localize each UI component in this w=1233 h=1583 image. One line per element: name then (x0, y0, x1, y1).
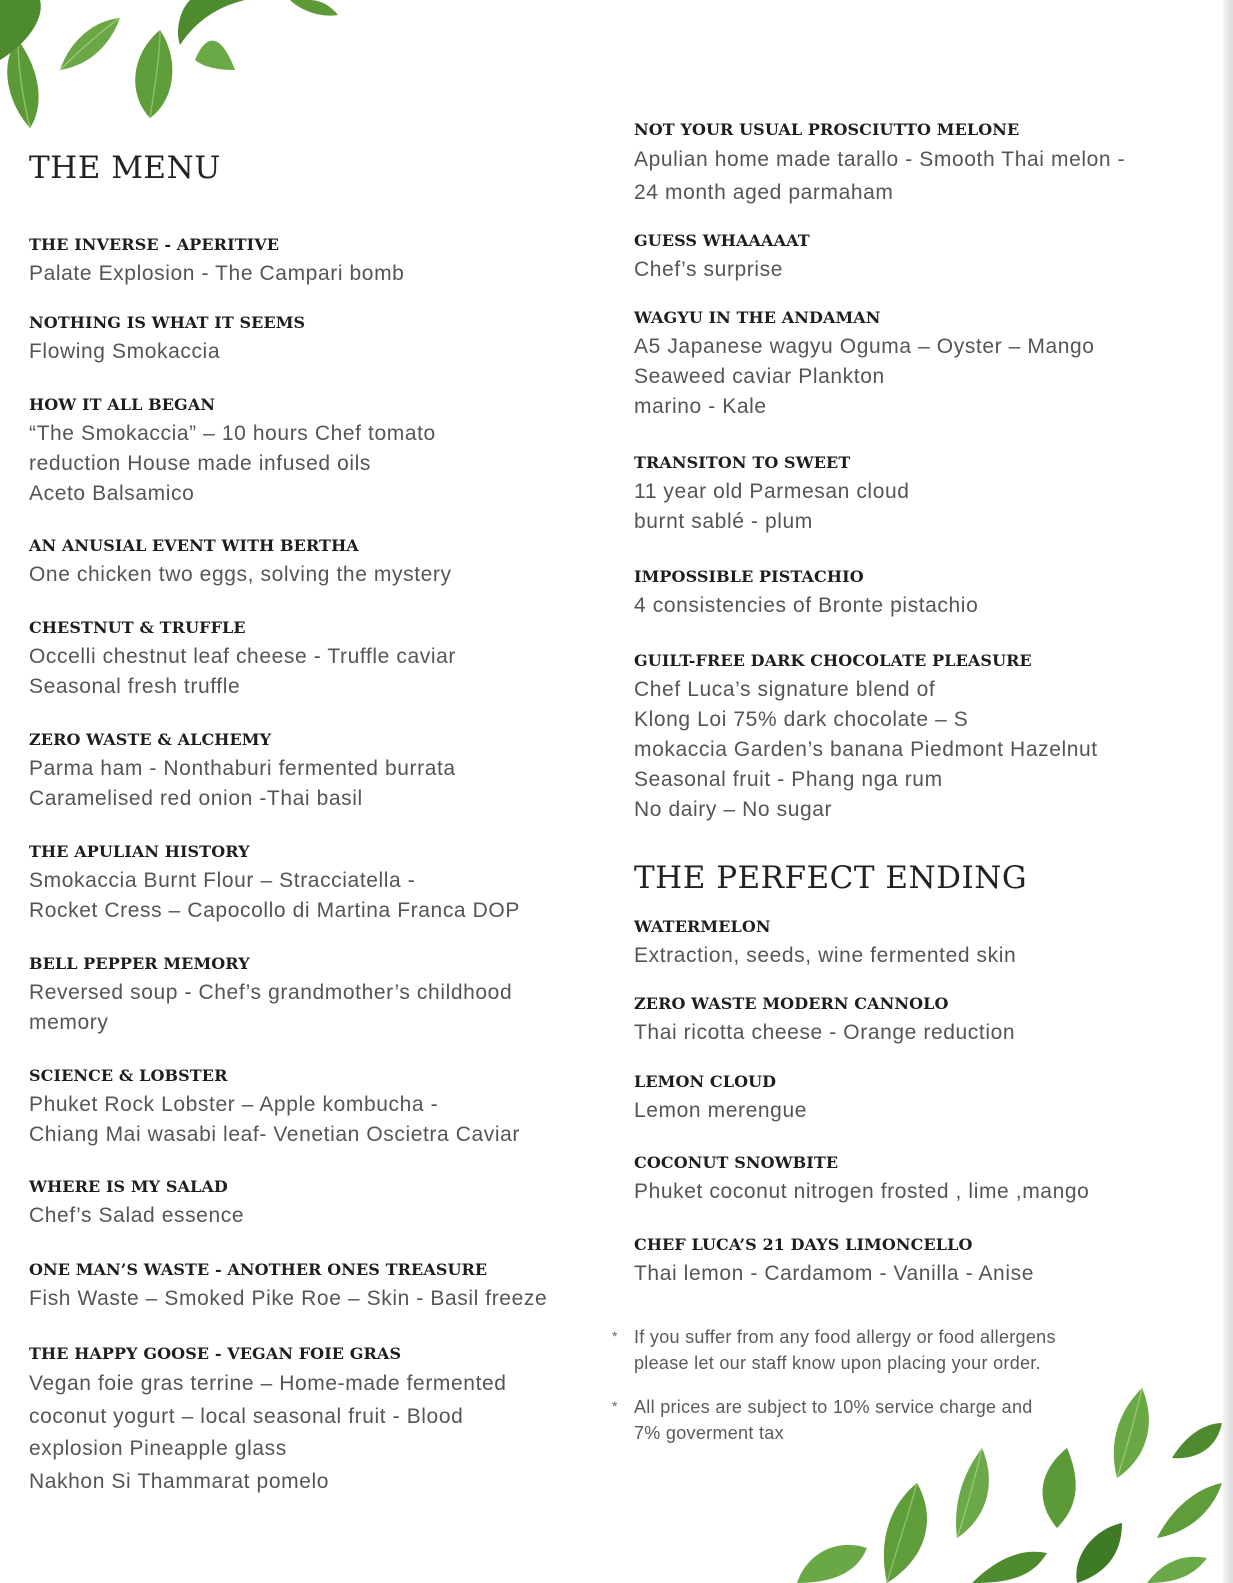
menu-item-description: Flowing Smokaccia (29, 340, 221, 363)
page-edge-shadow (1223, 0, 1233, 1583)
asterisk-icon: * (612, 1328, 618, 1344)
menu-item (634, 650, 1098, 825)
menu-item-description: 4 consistencies of Bronte pistachio (634, 594, 979, 617)
menu-item-title: THE HAPPY GOOSE - VEGAN FOIE GRAS (29, 1344, 402, 1363)
menu-item (634, 230, 810, 285)
menu-item-title: GUESS WHAAAAAT (634, 231, 810, 250)
menu-item-description: Lemon merengue (634, 1099, 808, 1122)
menu-item-title: TRANSITON TO SWEET (634, 453, 851, 472)
menu-item-title: ZERO WASTE MODERN CANNOLO (634, 994, 949, 1013)
leaf-icon (1147, 1557, 1207, 1583)
menu-item (29, 617, 456, 702)
note-text: All prices are subject to 10% service charge and 7% goverment tax (634, 1397, 1033, 1443)
menu-item-description: 11 year old Parmesan cloud burnt sablé - plum (634, 480, 910, 533)
leaf-icon (1172, 1423, 1222, 1458)
leaf-icon (1076, 1523, 1122, 1583)
menu-item-description: Phuket Rock Lobster – Apple kombucha - Chiang Mai wasabi leaf- Venetian Oscietra Caviar (29, 1093, 521, 1146)
menu-item-title: ZERO WASTE & ALCHEMY (29, 730, 272, 749)
menu-item (634, 307, 1095, 422)
leaves-decoration-top (0, 0, 345, 135)
section-title-perfect-ending: THE PERFECT ENDING (634, 860, 1028, 896)
menu-item (634, 452, 910, 537)
menu-item (634, 916, 1016, 971)
menu-item-title: THE INVERSE - APERITIVE (29, 235, 280, 254)
menu-item-title: LEMON CLOUD (634, 1072, 777, 1091)
menu-item (29, 841, 520, 926)
menu-item-title: THE APULIAN HISTORY (29, 842, 250, 861)
menu-item-title: WHERE IS MY SALAD (29, 1177, 228, 1196)
leaf-icon (7, 40, 38, 128)
menu-item (29, 1259, 547, 1314)
menu-item-description: Vegan foie gras terrine – Home-made fermented coconut yogurt – local seasonal fruit - Blood explosion Pineapple glass Nakhon Si Thammarat pomelo (29, 1372, 507, 1493)
menu-item (29, 1176, 244, 1231)
menu-item (634, 119, 1125, 209)
menu-item-description: Extraction, seeds, wine fermented skin (634, 944, 1017, 967)
menu-item (29, 394, 436, 509)
menu-item-description: Chef’s Salad essence (29, 1204, 245, 1227)
menu-item-title: WATERMELON (634, 917, 771, 936)
menu-item (29, 1065, 520, 1150)
leaf-icon (956, 1448, 989, 1538)
menu-item (634, 1071, 807, 1126)
menu-item-title: GUILT-FREE DARK CHOCOLATE PLEASURE (634, 651, 1032, 670)
menu-item-title: CHEF LUCA’S 21 DAYS LIMONCELLO (634, 1235, 973, 1254)
menu-item-title: COCONUT SNOWBITE (634, 1153, 839, 1172)
asterisk-icon: * (612, 1398, 618, 1414)
menu-item-description: Reversed soup - Chef’s grandmother’s childhood memory (29, 981, 513, 1034)
leaf-icon (195, 41, 235, 70)
leaf-icon (884, 1483, 927, 1583)
service-charge-note (612, 1394, 1033, 1446)
menu-item-title: NOTHING IS WHAT IT SEEMS (29, 313, 306, 332)
menu-item (29, 729, 456, 814)
menu-item-title: HOW IT ALL BEGAN (29, 395, 216, 414)
menu-item (634, 1152, 1089, 1207)
menu-item (29, 234, 404, 289)
leaf-icon (1157, 1483, 1222, 1538)
leaf-icon (1114, 1388, 1149, 1478)
menu-item (29, 535, 452, 590)
leaf-icon (135, 30, 172, 118)
leaf-icon (178, 0, 245, 45)
menu-item-description: A5 Japanese wagyu Oguma – Oyster – Mango Seaweed caviar Plankton marino - Kale (634, 335, 1095, 418)
leaf-icon (60, 18, 120, 70)
menu-item-title: IMPOSSIBLE PISTACHIO (634, 567, 864, 586)
menu-item-description: Palate Explosion - The Campari bomb (29, 262, 405, 285)
menu-item (29, 953, 512, 1038)
menu-item-description: Phuket coconut nitrogen frosted , lime ,mango (634, 1180, 1090, 1203)
menu-item-title: BELL PEPPER MEMORY (29, 954, 250, 973)
menu-item-title: NOT YOUR USUAL PROSCIUTTO MELONE (634, 120, 1020, 139)
leaf-icon (972, 1552, 1047, 1583)
menu-item (634, 993, 1015, 1048)
menu-item-title: CHESTNUT & TRUFFLE (29, 618, 246, 637)
menu-item (634, 1234, 1034, 1289)
menu-item-description: Chef’s surprise (634, 258, 784, 281)
menu-item-description: Occelli chestnut leaf cheese - Truffle caviar Seasonal fresh truffle (29, 645, 456, 698)
menu-item (29, 312, 305, 367)
menu-item-title: SCIENCE & LOBSTER (29, 1066, 228, 1085)
menu-item-description: Thai lemon - Cardamom - Vanilla - Anise (634, 1262, 1034, 1285)
menu-item-description: Chef Luca’s signature blend of Klong Loi 75% dark chocolate – S mokaccia Garden’s banana Piedmont Hazelnut Seasonal fruit - Phang nga rum No dairy – No sugar (634, 678, 1098, 821)
note-text: If you suffer from any food allergy or food allergens please let our staff know upon placing your order. (634, 1327, 1056, 1373)
menu-item-description: Thai ricotta cheese - Orange reduction (634, 1021, 1016, 1044)
allergy-note (612, 1324, 1056, 1376)
menu-item-description: Parma ham - Nonthaburi fermented burrata Caramelised red onion -Thai basil (29, 757, 456, 810)
menu-item (29, 1343, 507, 1498)
menu-item-title: ONE MAN’S WASTE - ANOTHER ONES TREASURE (29, 1260, 488, 1279)
leaf-icon (797, 1545, 867, 1583)
page-title: THE MENU (29, 150, 221, 186)
menu-item-description: “The Smokaccia” – 10 hours Chef tomato reduction House made infused oils Aceto Balsamico (29, 422, 436, 505)
menu-item-description: Fish Waste – Smoked Pike Roe – Skin - Basil freeze (29, 1287, 548, 1310)
leaf-icon (0, 0, 41, 60)
menu-item (634, 566, 978, 621)
menu-item-description: Smokaccia Burnt Flour – Stracciatella - Rocket Cress – Capocollo di Martina Franca DOP (29, 869, 520, 922)
menu-item-description: Apulian home made tarallo - Smooth Thai melon - 24 month aged parmaham (634, 148, 1126, 204)
leaf-icon (1043, 1448, 1076, 1528)
leaf-icon (290, 0, 338, 16)
menu-item-title: AN ANUSIAL EVENT WITH BERTHA (29, 536, 359, 555)
menu-item-title: WAGYU IN THE ANDAMAN (634, 308, 881, 327)
menu-item-description: One chicken two eggs, solving the mystery (29, 563, 452, 586)
